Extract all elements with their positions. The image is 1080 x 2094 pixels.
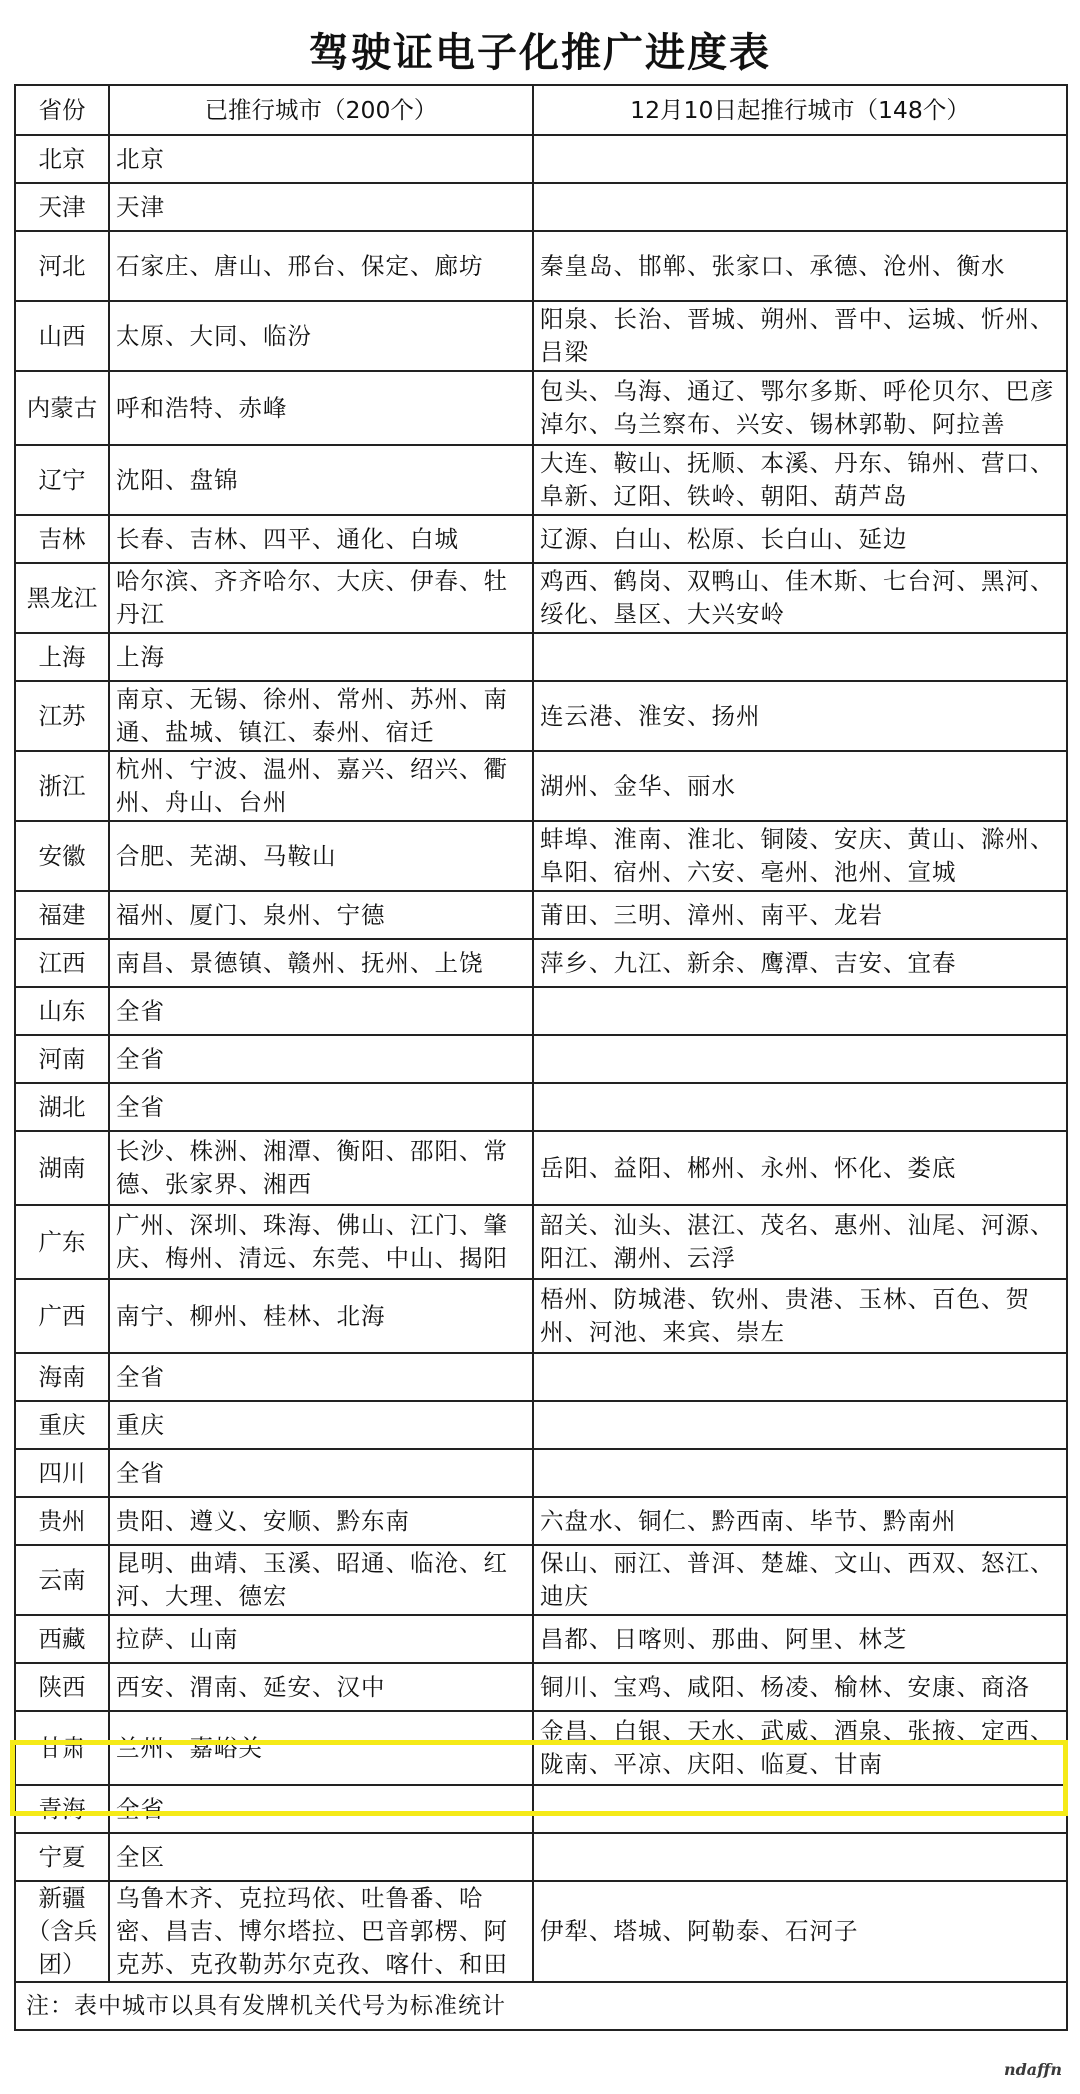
- promoted-cities-cell: 重庆: [109, 1401, 533, 1449]
- table-header-row: [15, 85, 1067, 135]
- promoted-cities-cell: 西安、渭南、延安、汉中: [109, 1663, 533, 1711]
- upcoming-cities-cell: [533, 1353, 1067, 1401]
- province-cell: 辽宁: [15, 445, 109, 515]
- table-row: [15, 1279, 1067, 1353]
- upcoming-cities-cell: [533, 1785, 1067, 1833]
- upcoming-cities-cell: [533, 987, 1067, 1035]
- promoted-cities-cell: 拉萨、山南: [109, 1615, 533, 1663]
- promoted-cities-cell: 长沙、株洲、湘潭、衡阳、邵阳、常德、张家界、湘西: [109, 1131, 533, 1205]
- upcoming-cities-cell: 连云港、淮安、扬州: [533, 681, 1067, 751]
- promoted-cities-cell: 昆明、曲靖、玉溪、昭通、临沧、红河、大理、德宏: [109, 1545, 533, 1615]
- upcoming-cities-cell: 湖州、金华、丽水: [533, 751, 1067, 821]
- promoted-cities-cell: 哈尔滨、齐齐哈尔、大庆、伊春、牡丹江: [109, 563, 533, 633]
- province-cell: 河南: [15, 1035, 109, 1083]
- province-cell: 甘肃: [15, 1711, 109, 1785]
- table-row: [15, 515, 1067, 563]
- upcoming-cities-cell: 辽源、白山、松原、长白山、延边: [533, 515, 1067, 563]
- table-row: [15, 1615, 1067, 1663]
- table-row: [15, 1449, 1067, 1497]
- upcoming-cities-cell: 昌都、日喀则、那曲、阿里、林芝: [533, 1615, 1067, 1663]
- upcoming-cities-cell: 保山、丽江、普洱、楚雄、文山、西双、怒江、迪庆: [533, 1545, 1067, 1615]
- promoted-cities-cell: 太原、大同、临汾: [109, 301, 533, 371]
- table-row: [15, 939, 1067, 987]
- table-row: [15, 1131, 1067, 1205]
- table-row: [15, 445, 1067, 515]
- province-cell: 安徽: [15, 821, 109, 891]
- promoted-cities-cell: 南京、无锡、徐州、常州、苏州、南通、盐城、镇江、泰州、宿迁: [109, 681, 533, 751]
- upcoming-cities-cell: [533, 183, 1067, 231]
- promoted-cities-cell: 沈阳、盘锦: [109, 445, 533, 515]
- province-cell: 北京: [15, 135, 109, 183]
- upcoming-cities-cell: 伊犁、塔城、阿勒泰、石河子: [533, 1881, 1067, 1982]
- table-row: [15, 681, 1067, 751]
- table-row: [15, 183, 1067, 231]
- upcoming-cities-cell: [533, 1035, 1067, 1083]
- upcoming-cities-cell: 铜川、宝鸡、咸阳、杨凌、榆林、安康、商洛: [533, 1663, 1067, 1711]
- promoted-cities-cell: 全省: [109, 1353, 533, 1401]
- upcoming-cities-cell: 六盘水、铜仁、黔西南、毕节、黔南州: [533, 1497, 1067, 1545]
- header-upcoming: 12月10日起推行城市（148个）: [533, 85, 1067, 135]
- province-cell: 陕西: [15, 1663, 109, 1711]
- header-province: 省份: [15, 85, 109, 135]
- promoted-cities-cell: 兰州、嘉峪关: [109, 1711, 533, 1785]
- table-row: [15, 1083, 1067, 1131]
- province-cell: 江苏: [15, 681, 109, 751]
- upcoming-cities-cell: 大连、鞍山、抚顺、本溪、丹东、锦州、营口、阜新、辽阳、铁岭、朝阳、葫芦岛: [533, 445, 1067, 515]
- province-cell: 江西: [15, 939, 109, 987]
- upcoming-cities-cell: [533, 633, 1067, 681]
- table-row: [15, 1785, 1067, 1833]
- promoted-cities-cell: 天津: [109, 183, 533, 231]
- table-row: [15, 1401, 1067, 1449]
- table-row: [15, 1353, 1067, 1401]
- table-row: [15, 1711, 1067, 1785]
- upcoming-cities-cell: 莆田、三明、漳州、南平、龙岩: [533, 891, 1067, 939]
- progress-table: [14, 84, 1068, 2031]
- promoted-cities-cell: 南昌、景德镇、赣州、抚州、上饶: [109, 939, 533, 987]
- province-cell: 河北: [15, 231, 109, 301]
- province-cell: 山东: [15, 987, 109, 1035]
- promoted-cities-cell: 全省: [109, 1785, 533, 1833]
- province-cell: 广东: [15, 1205, 109, 1279]
- promoted-cities-cell: 合肥、芜湖、马鞍山: [109, 821, 533, 891]
- page-title: 驾驶证电子化推广进度表: [309, 29, 771, 76]
- table-row: [15, 1035, 1067, 1083]
- table-row: [15, 1833, 1067, 1881]
- upcoming-cities-cell: [533, 135, 1067, 183]
- promoted-cities-cell: 长春、吉林、四平、通化、白城: [109, 515, 533, 563]
- table-row: [15, 987, 1067, 1035]
- upcoming-cities-cell: [533, 1833, 1067, 1881]
- table-note: 注：表中城市以具有发牌机关代号为标准统计: [15, 1982, 1067, 2030]
- province-cell: 宁夏: [15, 1833, 109, 1881]
- promoted-cities-cell: 乌鲁木齐、克拉玛依、吐鲁番、哈密、昌吉、博尔塔拉、巴音郭楞、阿克苏、克孜勒苏尔克孜、喀什、和田: [109, 1881, 533, 1982]
- upcoming-cities-cell: 金昌、白银、天水、武威、酒泉、张掖、定西、陇南、平凉、庆阳、临夏、甘南: [533, 1711, 1067, 1785]
- upcoming-cities-cell: 秦皇岛、邯郸、张家口、承德、沧州、衡水: [533, 231, 1067, 301]
- province-cell: 贵州: [15, 1497, 109, 1545]
- province-cell: 云南: [15, 1545, 109, 1615]
- upcoming-cities-cell: [533, 1449, 1067, 1497]
- upcoming-cities-cell: 鸡西、鹤岗、双鸭山、佳木斯、七台河、黑河、绥化、垦区、大兴安岭: [533, 563, 1067, 633]
- watermark-logo: ndaffn: [1003, 2060, 1062, 2079]
- province-cell: 西藏: [15, 1615, 109, 1663]
- promoted-cities-cell: 贵阳、遵义、安顺、黔东南: [109, 1497, 533, 1545]
- upcoming-cities-cell: 岳阳、益阳、郴州、永州、怀化、娄底: [533, 1131, 1067, 1205]
- promoted-cities-cell: 全区: [109, 1833, 533, 1881]
- province-cell: 青海: [15, 1785, 109, 1833]
- province-cell: 上海: [15, 633, 109, 681]
- promoted-cities-cell: 全省: [109, 1449, 533, 1497]
- table-row: [15, 891, 1067, 939]
- table-row: [15, 751, 1067, 821]
- table-row: [15, 231, 1067, 301]
- province-cell: 黑龙江: [15, 563, 109, 633]
- upcoming-cities-cell: 阳泉、长治、晋城、朔州、晋中、运城、忻州、吕梁: [533, 301, 1067, 371]
- table-row: [15, 1881, 1067, 1982]
- note-row: [15, 1982, 1067, 2030]
- province-cell: 天津: [15, 183, 109, 231]
- table-row: [15, 1663, 1067, 1711]
- table-row: [15, 301, 1067, 371]
- upcoming-cities-cell: 蚌埠、淮南、淮北、铜陵、安庆、黄山、滁州、阜阳、宿州、六安、亳州、池州、宣城: [533, 821, 1067, 891]
- province-cell: 广西: [15, 1279, 109, 1353]
- promoted-cities-cell: 南宁、柳州、桂林、北海: [109, 1279, 533, 1353]
- upcoming-cities-cell: [533, 1401, 1067, 1449]
- promoted-cities-cell: 杭州、宁波、温州、嘉兴、绍兴、衢州、舟山、台州: [109, 751, 533, 821]
- table-row: [15, 633, 1067, 681]
- province-cell: 海南: [15, 1353, 109, 1401]
- promoted-cities-cell: 呼和浩特、赤峰: [109, 371, 533, 445]
- upcoming-cities-cell: 梧州、防城港、钦州、贵港、玉林、百色、贺州、河池、来宾、崇左: [533, 1279, 1067, 1353]
- promoted-cities-cell: 广州、深圳、珠海、佛山、江门、肇庆、梅州、清远、东莞、中山、揭阳: [109, 1205, 533, 1279]
- province-cell: 内蒙古: [15, 371, 109, 445]
- upcoming-cities-cell: 韶关、汕头、湛江、茂名、惠州、汕尾、河源、阳江、潮州、云浮: [533, 1205, 1067, 1279]
- table-body: [15, 135, 1067, 2030]
- table-row: [15, 371, 1067, 445]
- province-cell: 湖南: [15, 1131, 109, 1205]
- table-row: [15, 821, 1067, 891]
- promoted-cities-cell: 上海: [109, 633, 533, 681]
- upcoming-cities-cell: 萍乡、九江、新余、鹰潭、吉安、宜春: [533, 939, 1067, 987]
- table-row: [15, 135, 1067, 183]
- table-row: [15, 1545, 1067, 1615]
- upcoming-cities-cell: [533, 1083, 1067, 1131]
- promoted-cities-cell: 北京: [109, 135, 533, 183]
- province-cell: 重庆: [15, 1401, 109, 1449]
- province-cell: 四川: [15, 1449, 109, 1497]
- promoted-cities-cell: 全省: [109, 1035, 533, 1083]
- province-cell: 浙江: [15, 751, 109, 821]
- header-promoted: 已推行城市（200个）: [109, 85, 533, 135]
- promoted-cities-cell: 石家庄、唐山、邢台、保定、廊坊: [109, 231, 533, 301]
- promoted-cities-cell: 全省: [109, 1083, 533, 1131]
- province-cell: 新疆（含兵团）: [15, 1881, 109, 1982]
- province-cell: 福建: [15, 891, 109, 939]
- province-cell: 山西: [15, 301, 109, 371]
- promoted-cities-cell: 全省: [109, 987, 533, 1035]
- table-row: [15, 1205, 1067, 1279]
- promoted-cities-cell: 福州、厦门、泉州、宁德: [109, 891, 533, 939]
- province-cell: 湖北: [15, 1083, 109, 1131]
- upcoming-cities-cell: 包头、乌海、通辽、鄂尔多斯、呼伦贝尔、巴彦淖尔、乌兰察布、兴安、锡林郭勒、阿拉善: [533, 371, 1067, 445]
- table-row: [15, 563, 1067, 633]
- province-cell: 吉林: [15, 515, 109, 563]
- table-row: [15, 1497, 1067, 1545]
